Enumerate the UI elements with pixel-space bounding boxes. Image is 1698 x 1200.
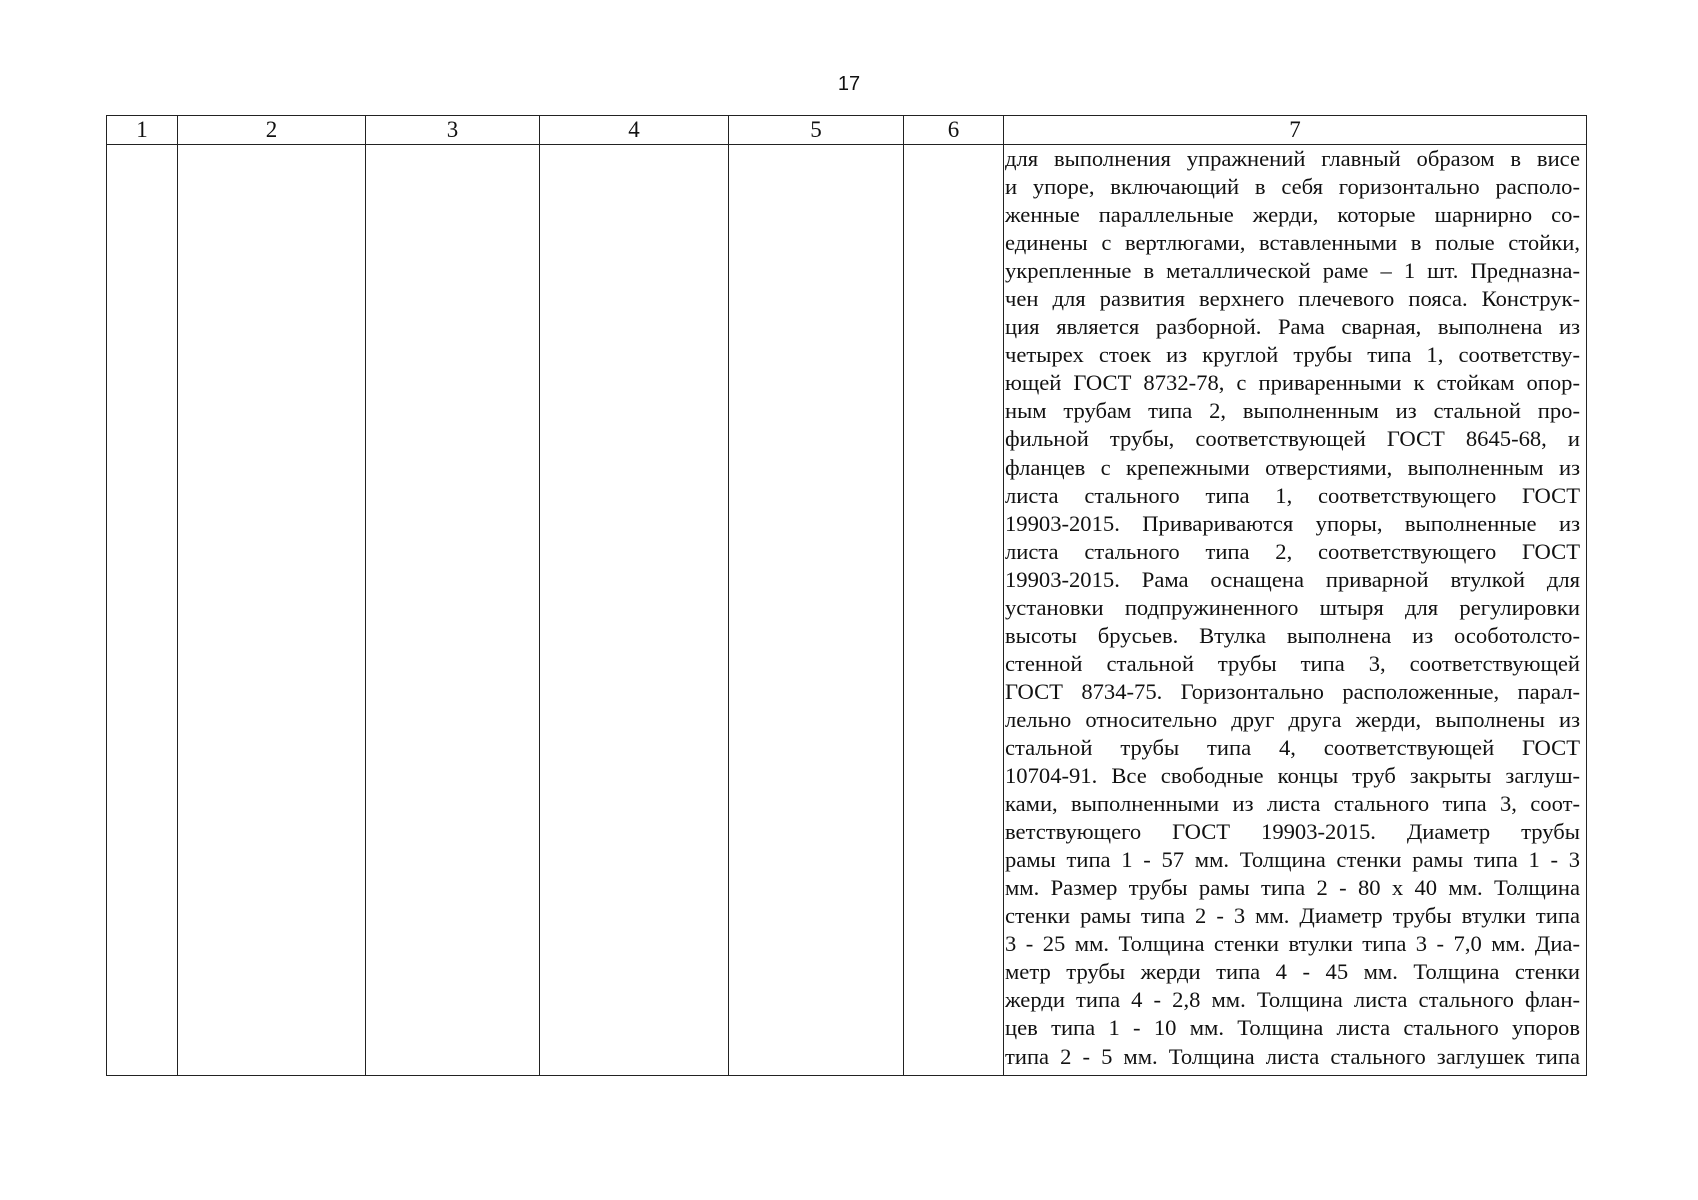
description-line: 19903-2015. Рама оснащена приварной втулкой для <box>1005 566 1580 592</box>
description-line: фланцев с крепежными отверстиями, выполненным из <box>1005 454 1580 480</box>
description-line: лельно относительно друг друга жерди, выполнены из <box>1005 706 1580 732</box>
description-line: рамы типа 1 - 57 мм. Толщина стенки рамы типа 1 - 3 <box>1005 847 1580 873</box>
description-line: цев типа 1 - 10 мм. Толщина листа стального упоров <box>1005 1015 1580 1041</box>
description-line: ция является разборной. Рама сварная, выполнена из <box>1005 314 1580 340</box>
description-line: женные параллельные жерди, которые шарнирно со- <box>1005 202 1580 228</box>
column-header-4: 4 <box>540 116 729 145</box>
column-header-6: 6 <box>904 116 1004 145</box>
specification-table <box>106 115 1587 1076</box>
description-line: ным трубам типа 2, выполненным из стальной про- <box>1005 398 1580 424</box>
description-line: жерди типа 4 - 2,8 мм. Толщина листа стального флан- <box>1005 987 1580 1013</box>
description-line: ветствующего ГОСТ 19903-2015. Диаметр трубы <box>1005 819 1580 845</box>
description-line: мм. Размер трубы рамы типа 2 - 80 х 40 мм. Толщина <box>1005 875 1580 901</box>
description-line: укрепленные в металлической раме – 1 шт. Предназна- <box>1005 258 1580 284</box>
cell-col-5 <box>729 145 904 1076</box>
description-line: 3 - 25 мм. Толщина стенки втулки типа 3 - 7,0 мм. Диа- <box>1005 931 1580 957</box>
description-line: чен для развития верхнего плечевого пояса. Конструк- <box>1005 286 1580 312</box>
table-row <box>107 145 1587 1076</box>
description-line: ками, выполненными из листа стального типа 3, соот- <box>1005 791 1580 817</box>
cell-col-1 <box>107 145 178 1076</box>
description-line: установки подпружиненного штыря для регулировки <box>1005 594 1580 620</box>
description-line: фильной трубы, соответствующей ГОСТ 8645-68, и <box>1005 426 1580 452</box>
description-line: листа стального типа 2, соответствующего ГОСТ <box>1005 538 1580 564</box>
description-line: ГОСТ 8734-75. Горизонтально расположенные, парал- <box>1005 678 1580 704</box>
description-line: стенки рамы типа 2 - 3 мм. Диаметр трубы втулки типа <box>1005 903 1580 929</box>
column-header-1: 1 <box>107 116 178 145</box>
cell-col-2 <box>178 145 366 1076</box>
description-line: 19903-2015. Привариваются упоры, выполненные из <box>1005 510 1580 536</box>
description-line: типа 2 - 5 мм. Толщина листа стального заглушек типа <box>1005 1043 1580 1069</box>
description-line: высоты брусьев. Втулка выполнена из особотолсто- <box>1005 622 1580 648</box>
column-header-7: 7 <box>1004 116 1587 145</box>
header-row <box>107 116 1587 145</box>
description-line: ющей ГОСТ 8732-78, с приваренными к стойкам опор- <box>1005 370 1580 396</box>
cell-col-3 <box>366 145 540 1076</box>
description-line: метр трубы жерди типа 4 - 45 мм. Толщина стенки <box>1005 959 1580 985</box>
description-line: и упоре, включающий в себя горизонтально располо- <box>1005 174 1580 200</box>
description-line: для выполнения упражнений главный образом в висе <box>1005 146 1580 171</box>
cell-col-6 <box>904 145 1004 1076</box>
description-line: стенной стальной трубы типа 3, соответствующей <box>1005 650 1580 676</box>
column-header-3: 3 <box>366 116 540 145</box>
description-line: четырех стоек из круглой трубы типа 1, соответству- <box>1005 342 1580 368</box>
description-line: 10704-91. Все свободные концы труб закрыты заглуш- <box>1005 763 1580 789</box>
column-header-2: 2 <box>178 116 366 145</box>
description-line: стальной трубы типа 4, соответствующей ГОСТ <box>1005 734 1580 760</box>
description-line: единены с вертлюгами, вставленными в полые стойки, <box>1005 230 1580 256</box>
page-number: 17 <box>837 73 861 95</box>
cell-col-7-description <box>1004 145 1587 1076</box>
cell-col-4 <box>540 145 729 1076</box>
column-header-5: 5 <box>729 116 904 145</box>
description-line: листа стального типа 1, соответствующего ГОСТ <box>1005 482 1580 508</box>
